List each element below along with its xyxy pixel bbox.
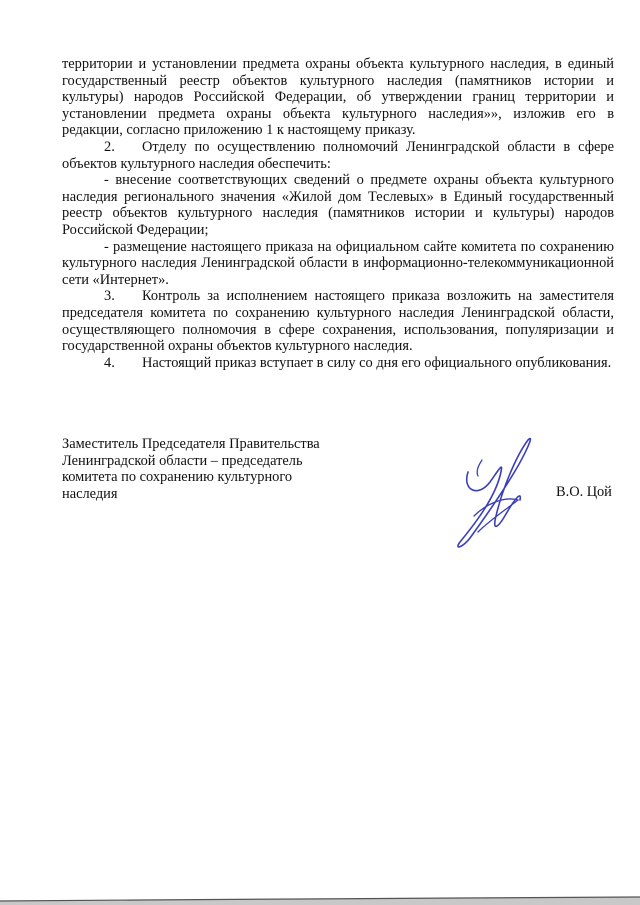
signature-stroke-main (458, 439, 530, 547)
document-body (62, 56, 614, 371)
item-2-bullet-2: - размещение настоящего приказа на официальном сайте комитета по сохранению культурного наследия Ленинградской области в информационно-телекоммуникационной сети «Интернет». (62, 238, 614, 288)
item-3-text: Контроль за исполнением настоящего приказа возложить на заместителя председателя комитета по сохранению культурного наследия Ленинградской области, осуществляющего полномочия в сфере сохранения, использования, популяризации и государственной охраны объектов культурного наследия. (62, 288, 614, 355)
item-2-bullet-1: - внесение соответствующих сведений о предмете охраны объекта культурного наследия регионального значения «Жилой дом Теслевых» в Единый государственный реестр объектов культурного наследия (памятников истории и культуры) народов Российской Федерации; (62, 172, 614, 238)
item-3-paragraph (62, 288, 614, 354)
position-line-2: Ленинградской области – председатель (62, 452, 303, 469)
signatory-position (62, 436, 362, 502)
item-2-number: 2. (104, 138, 115, 155)
item-4-paragraph (62, 355, 614, 372)
position-line-1: Заместитель Председателя Правительства (62, 436, 320, 452)
intro-paragraph: территории и установлении предмета охраны объекта культурного наследия, в единый государственный реестр объектов культурного наследия (памятников истории и культуры) народов Российской Федерации, об утверждении границ территории и установлении предмета охраны объекта культурного наследия»», изложив его в редакции, согласно приложению 1 к настоящему приказу. (62, 56, 614, 139)
handwritten-signature (438, 420, 548, 555)
position-line-4: наследия (62, 485, 118, 502)
position-line-3: комитета по сохранению культурного (62, 469, 293, 486)
item-2-text: Отделу по осуществлению полномочий Ленинградской области в сфере объектов культурного наследия обеспечить: (62, 138, 614, 172)
signer-name: В.О. Цой (556, 484, 612, 500)
item-4-text: Настоящий приказ вступает в силу со дня его официального опубликования. (142, 354, 612, 371)
item-2-paragraph (62, 139, 614, 172)
scan-bottom-edge (0, 895, 640, 905)
item-4-number: 4. (104, 354, 115, 371)
item-3-number: 3. (104, 288, 115, 305)
signature-stroke-tick (477, 460, 482, 476)
